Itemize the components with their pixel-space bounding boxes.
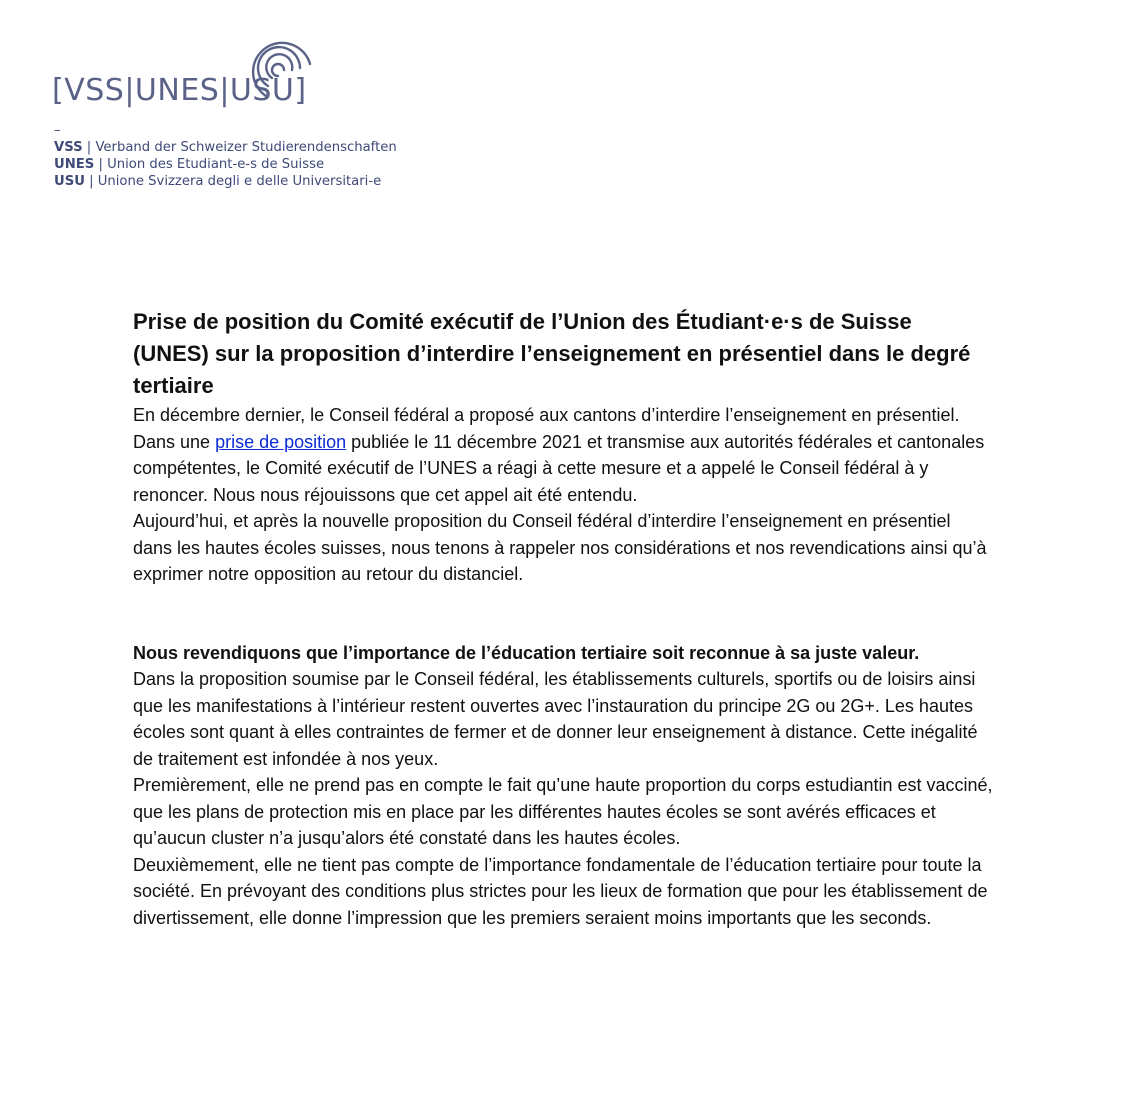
paragraph-first-point: Premièrement, elle ne prend pas en compte le fait qu’une haute proportion du corps estudiantin est vacciné, que les plans de protection mis en place par les différentes hautes écoles se sont avérés efficaces et qu’aucun cluster n’a jusqu’alors été constaté dans les hautes écoles.: [133, 775, 993, 848]
paragraph-text: En décembre dernier, le Conseil fédéral a proposé aux cantons d’interdire l’enseignement en présentiel. Dans une: [133, 405, 960, 452]
org-line-vss: VSS | Verband der Schweizer Studierendenschaften: [54, 140, 397, 155]
prise-de-position-link[interactable]: prise de position: [215, 431, 347, 452]
org-abbr: USU: [54, 174, 85, 189]
org-line-unes: UNES | Union des Etudiant-e-s de Suisse: [54, 157, 325, 172]
org-dash: –: [54, 123, 61, 138]
paragraph-proposal: Dans la proposition soumise par le Conseil fédéral, les établissements culturels, sportifs ou de loisirs ainsi que les manifestations à l’intérieur restent ouvertes avec l’instauration du principe 2G ou 2G+. Les hautes écoles sont quant à elles contraintes de fermer et de donner leur enseignement à distance. Cette inégalité de traitement est infondée à nos yeux.: [133, 669, 978, 769]
paragraph-intro: [133, 402, 993, 508]
org-name: Unione Svizzera degli e delle Universitari-e: [97, 174, 382, 189]
org-abbr: VSS: [54, 140, 83, 155]
document-body: [133, 306, 993, 931]
org-line-usu: USU | Unione Svizzera degli e delle Universitari-e: [54, 174, 382, 189]
logo-wordmark: [VSS|UNES|USU]: [52, 73, 307, 108]
paragraph-second-point: Deuxièmement, elle ne tient pas compte de l’importance fondamentale de l’éducation tertiaire pour toute la société. En prévoyant des conditions plus strictes pour les lieux de formation que pour les établissement de divertissement, elle donne l’impression que les premiers seraient moins importants que les seconds.: [133, 854, 988, 928]
section-heading: Nous revendiquons que l’importance de l’éducation tertiaire soit reconnue à sa juste valeur.: [133, 642, 920, 663]
vss-unes-usu-logo: [52, 34, 352, 114]
org-abbr: UNES: [54, 157, 95, 172]
org-name: Union des Etudiant-e-s de Suisse: [107, 157, 325, 172]
paragraph-text: publiée le 11 décembre 2021 et transmise aux autorités fédérales et cantonales compétentes, le Comité exécutif de l’UNES a réagi à cette mesure et a appelé le Conseil fédéral à y renoncer. Nous nous réjouissons que cet appel ait été entendu.: [133, 431, 985, 505]
org-name: Verband der Schweizer Studierendenschaften: [95, 140, 397, 155]
organization-names: [54, 122, 397, 190]
document-title: Prise de position du Comité exécutif de l’Union des Étudiant·e·s de Suisse (UNES) sur la proposition d’interdire l’enseignement en présentiel dans le degré tertiaire: [133, 309, 971, 398]
paragraph-context: Aujourd’hui, et après la nouvelle proposition du Conseil fédéral d’interdire l’enseignement en présentiel dans les hautes écoles suisses, nous tenons à rappeler nos considérations et nos revendications ainsi qu’à exprimer notre opposition au retour du distanciel.: [133, 511, 987, 584]
